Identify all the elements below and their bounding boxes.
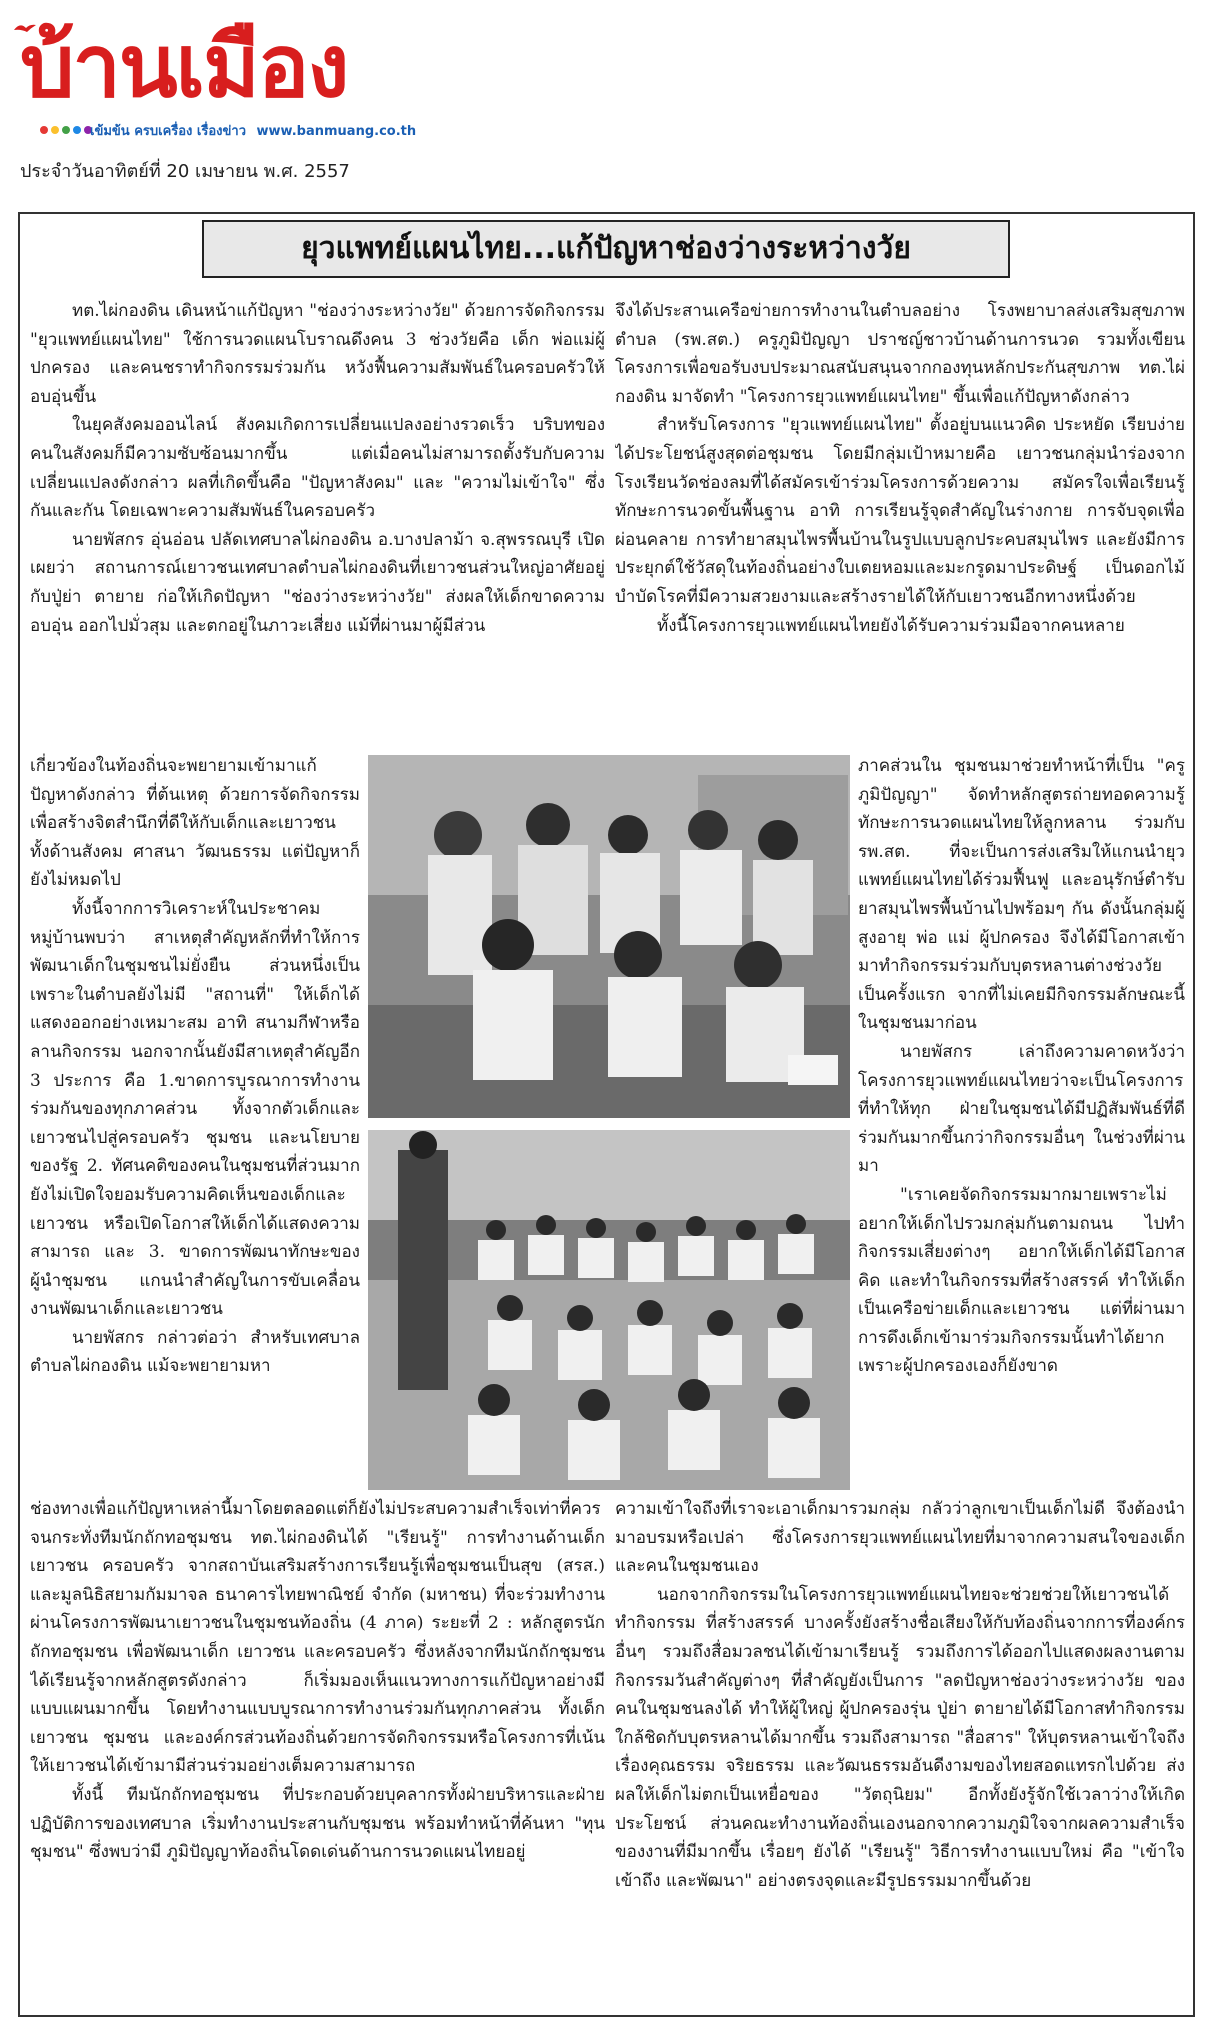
article-paragraph: นอกจากกิจกรรมในโครงการยุวแพทย์แผนไทยจะช่วยช่วยให้เยาวชนได้ทำกิจกรรม ที่สร้างสรรค์ บางครั้งยังสร้างชื่อเสียงให้กับท้องถิ่นจากการที่องค์กรอื่นๆ รวมถึงสื่อมวลชนได้เข้ามาเรียนรู้ รวมถึงการได้ออกไปแสดงผลงานตามกิจกรรมวันสำคัญต่างๆ ที่สำคัญยังเป็นการ "ลดปัญหาช่องว่างระหว่างวัย ของคนในชุมชนลงได้ ทำให้ผู้ใหญ่ ผู้ปกครองรุ่น ปู่ย่า ตายายได้มีโอกาสทำกิจกรรมใกล้ชิดกับบุตรหลานได้มากขึ้น รวมถึงสามารถ "สื่อสาร" ให้บุตรหลานเข้าใจถึงเรื่องคุณธรรม จริยธรรม และวัฒนธรรมอันดีงามของไทยสอดแทรกไปด้วย ส่งผลให้เด็กไม่ตกเป็นเหยื่อของ "วัตถุนิยม" อีกทั้งยังรู้จักใช้เวลาว่างให้เกิดประโยชน์ ส่วนคณะทำงานท้องถิ่นเองนอกจากความภูมิใจจากผลความสำเร็จของงานที่มีมากขึ้น เรื่อยๆ ยังได้ "เรียนรู้" วิธีการทำงานแบบใหม่ คือ "เข้าใจ เข้าถึง และพัฒนา" อย่างตรงจุดและมีรูปธรรมมากขึ้นด้วย — [615, 1584, 1185, 1891]
article-paragraph: ความเข้าใจถึงที่เราจะเอาเด็กมารวมกลุ่ม กลัวว่าลูกเขาเป็นเด็กไม่ดี จึงต้องนำมาอบรมหรือเปล่า ซึ่งโครงการยุวแพทย์แผนไทยที่มาจากความสนใจของเด็ก และคนในชุมชนเอง — [615, 1499, 1185, 1577]
article-paragraph: สำหรับโครงการ "ยุวแพทย์แผนไทย" ตั้งอยู่บนแนวคิด ประหยัด เรียบง่าย ได้ประโยชน์สูงสุดต่อชุมชน โดยมีกลุ่มเป้าหมายคือ เยาวชนกลุ่มนำร่องจากโรงเรียนวัดช่องลมที่ได้สมัครเข้าร่วมโครงการด้วยความ สมัครใจเพื่อเรียนรู้ทักษะการนวดขั้นพื้นฐาน อาทิ การเรียนรู้จุดสำคัญในร่างกาย การจับจุดเพื่อผ่อนคลาย การทำยาสมุนไพรพื้นบ้านในรูปแบบลูกประคบสมุนไพร และยังมีการประยุกต์ใช้วัสดุในท้องถิ่นอย่างใบเตยหอมและมะกรูดมาประดิษฐ์ เป็นดอกไม้บำบัดโรคที่มีความสวยงามและสร้างรายได้ให้กับเยาวชนอีกทางหนึ่งด้วย — [615, 415, 1185, 607]
article-paragraph: จึงได้ประสานเครือข่ายการทำงานในตำบลอย่าง โรงพยาบาลส่งเสริมสุขภาพตำบล (รพ.สต.) ครูภูมิปัญญา ปราชญ์ชาวบ้านด้านการนวด รวมทั้งเขียนโครงการเพื่อขอรับงบประมาณสนับสนุนจากกองทุนหลักประกันสุขภาพ ทต.ไผ่กองดิน มาจัดทำ "โครงการยุวแพทย์แผนไทย" ขึ้นเพื่อแก้ปัญหาดังกล่าว — [615, 301, 1185, 407]
article-paragraph: นายพัสกร เล่าถึงความคาดหวังว่าโครงการยุวแพทย์แผนไทยว่าจะเป็นโครงการที่ทำให้ทุก ฝ่ายในชุมชนได้มีปฏิสัมพันธ์ที่ดีร่วมกันมากขึ้นกว่ากิจกรรมอื่นๆ ในช่วงที่ผ่านมา — [858, 1041, 1185, 1177]
right-column-top — [615, 297, 1185, 752]
photo-massage-class — [368, 755, 850, 1118]
photo-massage-image — [368, 755, 850, 1118]
article-paragraph: นายพัสกร กล่าวต่อว่า สำหรับเทศบาลตำบลไผ่กองดิน แม้จะพยายามหา — [30, 1327, 360, 1377]
article-paragraph: ภาคส่วนใน ชุมชนมาช่วยทำหน้าที่เป็น "ครูภูมิปัญญา" จัดทำหลักสูตรถ่ายทอดความรู้ ทักษะการนวดแผนไทยให้ลูกหลาน ร่วมกับ รพ.สต. ที่จะเป็นการส่งเสริมให้แกนนำยุวแพทย์แผนไทยได้ร่วมฟื้นฟู และอนุรักษ์ตำรับยาสมุนไพรพื้นบ้านไปพร้อมๆ กัน ดังนั้นกลุ่มผู้สูงอายุ พ่อ แม่ ผู้ปกครอง จึงได้มีโอกาสเข้ามาทำกิจกรรมร่วมกับบุตรหลานต่างช่วงวัยเป็นครั้งแรก จากที่ไม่เคยมีกิจกรรมลักษณะนี้ในชุมชนมาก่อน — [858, 756, 1185, 1034]
article-paragraph: ทั้งนี้ ทีมนักถักทอชุมชน ที่ประกอบด้วยบุคลากรทั้งฝ่ายบริหารและฝ่ายปฏิบัติการของเทศบาล เริ่มทำงานประสานกับชุมชน พร้อมทำหน้าที่ค้นหา "ทุนชุมชน" ซึ่งพบว่ามี ภูมิปัญญาท้องถิ่นโดดเด่นด้านการนวดแผนไทยอยู่ — [30, 1784, 605, 1863]
tagline-text: เข้มข้น ครบเครื่อง เรื่องข่าว — [90, 124, 246, 139]
article-paragraph: ทั้งนี้จากการวิเคราะห์ในประชาคมหมู่บ้านพบว่า สาเหตุสำคัญหลักที่ทำให้การพัฒนาเด็กในชุมชนไม่ยั่งยืน ส่วนหนึ่งเป็นเพราะในตำบลยังไม่มี "สถานที่" ให้เด็กได้แสดงออกอย่างเหมาะสม อาทิ สนามกีฬาหรือลานกิจกรรม นอกจากนั้นยังมีสาเหตุสำคัญอีก 3 ประการ คือ 1.ขาดการบูรณาการทำงานร่วมกันของทุกภาคส่วน ทั้งจากตัวเด็กและเยาวชนไปสู่ครอบครัว ชุมชน และนโยบายของรัฐ 2. ทัศนคติของคนในชุมชนที่ส่วนมากยังไม่เปิดใจยอมรับความคิดเห็นของเด็กและเยาวชน หรือเปิดโอกาสให้เด็กได้แสดงความสามารถ และ 3. ขาดการพัฒนาทักษะของผู้นำชุมชน แกนนำสำคัญในการขับเคลื่อนงานพัฒนาเด็กและเยาวชน — [30, 898, 360, 1320]
left-column-middle — [30, 752, 360, 1492]
article-paragraph: นายพัสกร อุ่นอ่อน ปลัดเทศบาลไผ่กองดิน อ.บางปลาม้า จ.สุพรรณบุรี เปิดเผยว่า สถานการณ์เยาวชนเทศบาลตำบลไผ่กองดินที่เยาวชนส่วนใหญ่อาศัยอยู่กับปู่ย่า ตายาย ก่อให้เกิดปัญหา "ช่องว่างระหว่างวัย" ส่งผลให้เด็กขาดความอบอุ่น ออกไปมั่วสุม และตกอยู่ในภาวะเสี่ยง แม้ที่ผ่านมาผู้มีส่วน — [30, 529, 605, 636]
masthead-tagline — [90, 120, 416, 141]
article-paragraph: ทต.ไผ่กองดิน เดินหน้าแก้ปัญหา "ช่องว่างระหว่างวัย" ด้วยการจัดกิจกรรม "ยุวแพทย์แผนไทย" ใช้การนวดแผนโบราณดึงคน 3 ช่วงวัยคือ เด็ก พ่อแม่ผู้ปกครอง และคนชราทำกิจกรรมร่วมกัน หวังฟื้นความสัมพันธ์ในครอบครัวให้อบอุ่นขึ้น — [30, 301, 605, 407]
newspaper-logo: บ้านเมือง — [20, 17, 348, 117]
publication-date: ประจำวันอาทิตย์ที่ 20 เมษายน พ.ศ. 2557 — [20, 161, 350, 182]
article-paragraph: ช่องทางเพื่อแก้ปัญหาเหล่านี้มาโดยตลอดแต่ก็ยังไม่ประสบความสำเร็จเท่าที่ควร จนกระทั่งทีมนักถักทอชุมชน ทต.ไผ่กองดินได้ "เรียนรู้" การทำงานด้านเด็ก เยาวชน ครอบครัว จากสถาบันเสริมสร้างการเรียนรู้เพื่อชุมชนเป็นสุข (สรส.) และมูลนิธิสยามกัมมาจล ธนาคารไทยพาณิชย์ จำกัด (มหาชน) ที่จะร่วมทำงานผ่านโครงการพัฒนาเยาวชนในชุมชนท้องถิ่น (4 ภาค) ระยะที่ 2 : หลักสูตรนักถักทอชุมชน เพื่อพัฒนาเด็ก เยาวชน และครอบครัว ซึ่งหลังจากทีมนักถักชุมชนได้เรียนรู้จากหลักสูตรดังกล่าว ก็เริ่มมองเห็นแนวทางการแก้ปัญหาอย่างมีแบบแผนมากขึ้น โดยทำงานแบบบูรณาการทำงานร่วมกันทุกภาคส่วน ทั้งเด็ก เยาวชน ชุมชน และองค์กรส่วนท้องถิ่นด้วยการจัดกิจกรรมหรือโครงการที่เน้นให้เยาวชนได้เข้ามามีส่วนร่วมอย่างเต็มความสามารถ — [30, 1499, 605, 1777]
article-paragraph: ในยุคสังคมออนไลน์ สังคมเกิดการเปลี่ยนแปลงอย่างรวดเร็ว บริบทของคนในสังคมก็มีความซับซ้อนมากขึ้น แต่เมื่อคนไม่สามารถตั้งรับกับความเปลี่ยนแปลงดังกล่าว ผลที่เกิดขึ้นคือ "ปัญหาสังคม" และ "ความไม่เข้าใจ" ซึ่งกันและกัน โดยเฉพาะความสัมพันธ์ในครอบครัว — [30, 415, 605, 522]
photo-students-on-mats — [368, 1130, 850, 1490]
color-dots-icon — [40, 126, 92, 134]
article-paragraph: "เราเคยจัดกิจกรรมมากมายเพราะไม่อยากให้เด็กไปรวมกลุ่มกันตามถนน ไปทำกิจกรรมเสี่ยงต่างๆ อยากให้เด็กได้มีโอกาสคิด และทำในกิจกรรมที่สร้างสรรค์ ทำให้เด็กเป็นเครือข่ายเด็กและเยาวชน แต่ที่ผ่านมาการดึงเด็กเข้ามาร่วมกิจกรรมนั้นทำได้ยาก เพราะผู้ปกครองเองก็ยังขาด — [858, 1184, 1185, 1377]
article-paragraph: ทั้งนี้โครงการยุวแพทย์แผนไทยยังได้รับความร่วมมือจากคนหลาย — [657, 615, 1125, 636]
website-url: www.banmuang.co.th — [256, 124, 417, 139]
masthead — [20, 17, 460, 139]
right-column-middle — [858, 752, 1185, 1492]
article-headline: ยุวแพทย์แผนไทย...แก้ปัญหาช่องว่างระหว่างวัย — [202, 220, 1010, 278]
article-paragraph: เกี่ยวข้องในท้องถิ่นจะพยายามเข้ามาแก้ปัญหาดังกล่าว ที่ต้นเหตุ ด้วยการจัดกิจกรรมเพื่อสร้างจิตสำนึกที่ดีให้กับเด็กและเยาวชน ทั้งด้านสังคม ศาสนา วัฒนธรรม แต่ปัญหาก็ยังไม่หมดไป — [30, 756, 360, 891]
right-column-bottom — [615, 1495, 1185, 2010]
left-column-bottom — [30, 1495, 605, 2010]
left-column-top — [30, 297, 605, 752]
photo-students-image — [368, 1130, 850, 1490]
